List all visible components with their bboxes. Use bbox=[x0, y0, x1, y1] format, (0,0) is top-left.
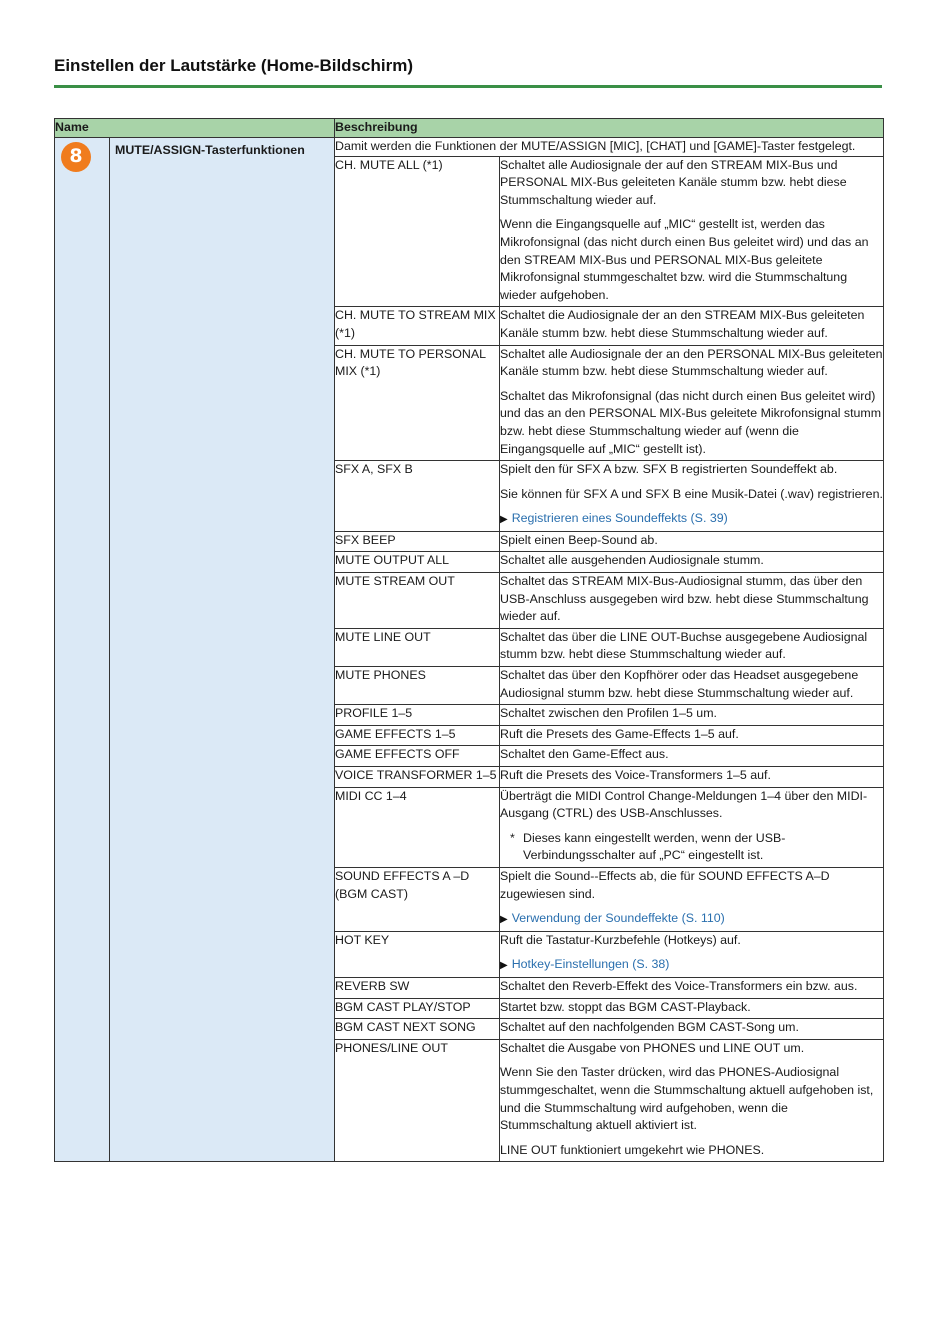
option-description bbox=[500, 461, 884, 532]
option-description bbox=[500, 767, 884, 788]
footnote-text: Dieses kann eingestellt werden, wenn der USB-Verbindungsschalter auf „PC“ eingestellt ist. bbox=[523, 830, 786, 863]
option-name: SOUND EFFECTS A –D (BGM CAST) bbox=[335, 867, 500, 931]
table-header-row bbox=[55, 119, 884, 138]
option-description bbox=[500, 307, 884, 345]
option-name: CH. MUTE TO PERSONAL MIX (*1) bbox=[335, 345, 500, 461]
option-description bbox=[500, 531, 884, 552]
option-description bbox=[500, 746, 884, 767]
description-paragraph: Schaltet alle Audiosignale der an den PERSONAL MIX-Bus geleiteten Kanäle stumm bzw. hebt diese Stummschaltung wieder auf. bbox=[500, 346, 883, 379]
footnote bbox=[500, 830, 883, 865]
option-description bbox=[500, 345, 884, 461]
option-description bbox=[500, 628, 884, 666]
description-paragraph: Sie können für SFX A und SFX B eine Musik-Datei (.wav) registrieren. bbox=[500, 486, 883, 501]
function-intro: Damit werden die Funktionen der MUTE/ASSIGN [MIC], [CHAT] und [GAME]-Taster festgelegt. bbox=[335, 138, 884, 157]
option-description bbox=[500, 573, 884, 629]
arrow-right-icon: ▶ bbox=[500, 514, 508, 526]
option-name: BGM CAST NEXT SONG bbox=[335, 1019, 500, 1040]
description-paragraph: Startet bzw. stoppt das BGM CAST-Playback. bbox=[500, 999, 751, 1014]
reference-link[interactable]: Hotkey-Einstellungen (S. 38) bbox=[511, 957, 670, 972]
description-paragraph: Überträgt die MIDI Control Change-Meldungen 1–4 über den MIDI-Ausgang (CTRL) des USB-Anschlusses. bbox=[500, 788, 868, 821]
description-paragraph: Schaltet alle ausgehenden Audiosignale stumm. bbox=[500, 553, 764, 568]
settings-table bbox=[54, 118, 884, 1162]
arrow-right-icon: ▶ bbox=[500, 914, 508, 926]
option-description bbox=[500, 931, 884, 977]
option-description bbox=[500, 1039, 884, 1162]
option-name: REVERB SW bbox=[335, 977, 500, 998]
description-paragraph: Schaltet den Game-Effect aus. bbox=[500, 747, 669, 762]
option-name: MUTE OUTPUT ALL bbox=[335, 552, 500, 573]
option-name: MUTE STREAM OUT bbox=[335, 573, 500, 629]
description-paragraph: Schaltet das STREAM MIX-Bus-Audiosignal stumm, das über den USB-Anschluss ausgegeben wird bzw. hebt diese Stummschaltung wieder auf. bbox=[500, 574, 869, 624]
description-paragraph: Schaltet zwischen den Profilen 1–5 um. bbox=[500, 706, 717, 721]
option-description bbox=[500, 977, 884, 998]
reference-link-line bbox=[500, 910, 883, 929]
item-number-cell bbox=[55, 138, 110, 1162]
option-name: CH. MUTE TO STREAM MIX (*1) bbox=[335, 307, 500, 345]
function-name: MUTE/ASSIGN-Tasterfunktionen bbox=[115, 143, 305, 157]
description-paragraph: Ruft die Tastatur-Kurzbefehle (Hotkeys) auf. bbox=[500, 932, 741, 947]
option-name: VOICE TRANSFORMER 1–5 bbox=[335, 767, 500, 788]
option-name: SFX A, SFX B bbox=[335, 461, 500, 532]
page-heading: Einstellen der Lautstärke (Home-Bildschirm) bbox=[54, 56, 413, 75]
option-name: MUTE LINE OUT bbox=[335, 628, 500, 666]
description-paragraph: Spielt einen Beep-Sound ab. bbox=[500, 532, 658, 547]
option-name: GAME EFFECTS 1–5 bbox=[335, 725, 500, 746]
settings-table-body bbox=[55, 119, 884, 1162]
reference-link[interactable]: Verwendung der Soundeffekte (S. 110) bbox=[511, 911, 725, 926]
function-intro-row bbox=[55, 138, 884, 157]
option-description bbox=[500, 867, 884, 931]
description-paragraph: Schaltet den Reverb-Effekt des Voice-Transformers ein bzw. aus. bbox=[500, 978, 858, 993]
option-description bbox=[500, 552, 884, 573]
reference-link-line bbox=[500, 510, 883, 529]
item-number-badge: 8 bbox=[61, 142, 91, 172]
option-name: PHONES/LINE OUT bbox=[335, 1039, 500, 1162]
description-paragraph: Ruft die Presets des Voice-Transformers 1–5 auf. bbox=[500, 768, 771, 782]
option-description bbox=[500, 787, 884, 867]
option-name: BGM CAST PLAY/STOP bbox=[335, 998, 500, 1019]
description-paragraph: Spielt den für SFX A bzw. SFX B registrierten Soundeffekt ab. bbox=[500, 462, 838, 477]
description-paragraph: Schaltet alle Audiosignale der auf den STREAM MIX-Bus und PERSONAL MIX-Bus geleiteten Kanäle stumm bzw. hebt diese Stummschaltung wieder auf. bbox=[500, 157, 847, 207]
description-paragraph: Schaltet auf den nachfolgenden BGM CAST-Song um. bbox=[500, 1020, 799, 1035]
option-name: MUTE PHONES bbox=[335, 667, 500, 705]
arrow-right-icon: ▶ bbox=[500, 960, 508, 972]
option-name: GAME EFFECTS OFF bbox=[335, 746, 500, 767]
description-paragraph: Schaltet die Audiosignale der an den STREAM MIX-Bus geleiteten Kanäle stumm bzw. hebt diese Stummschaltung wieder auf. bbox=[500, 308, 865, 340]
footnote-marker: * bbox=[510, 830, 515, 845]
option-name: HOT KEY bbox=[335, 931, 500, 977]
description-paragraph: LINE OUT funktioniert umgekehrt wie PHONES. bbox=[500, 1142, 765, 1157]
option-description bbox=[500, 667, 884, 705]
option-name: PROFILE 1–5 bbox=[335, 705, 500, 726]
option-description bbox=[500, 1019, 884, 1040]
option-description bbox=[500, 156, 884, 307]
description-paragraph: Ruft die Presets des Game-Effects 1–5 auf. bbox=[500, 726, 739, 741]
option-name: SFX BEEP bbox=[335, 531, 500, 552]
function-name-cell bbox=[110, 138, 335, 1162]
option-name: MIDI CC 1–4 bbox=[335, 787, 500, 867]
description-paragraph: Spielt die Sound--Effects ab, die für SOUND EFFECTS A–D zugewiesen sind. bbox=[500, 868, 830, 901]
heading-rule bbox=[54, 85, 882, 88]
option-name: CH. MUTE ALL (*1) bbox=[335, 156, 500, 307]
description-paragraph: Wenn Sie den Taster drücken, wird das PHONES-Audiosignal stummgeschaltet, wenn die Stummschaltung aktuell aufgehoben ist, und die Stummschaltung wird aufgehoben, wenn die Stummschaltung aktuell aktiviert ist. bbox=[500, 1065, 874, 1133]
description-paragraph: Wenn die Eingangsquelle auf „MIC“ gestellt ist, werden das Mikrofonsignal (das nicht durch einen Bus geleitet wird) und das an den STREAM MIX-Bus und PERSONAL MIX-Bus geleitete Mikrofonsignal stummgeschaltet bzw. wird die Stummschaltung wieder aufgehoben. bbox=[500, 217, 869, 302]
option-description bbox=[500, 705, 884, 726]
column-header-name: Name bbox=[55, 119, 335, 138]
column-header-description: Beschreibung bbox=[335, 119, 884, 138]
description-paragraph: Schaltet das über die LINE OUT-Buchse ausgegebene Audiosignal stumm bzw. hebt diese Stummschaltung wieder auf. bbox=[500, 629, 868, 662]
description-paragraph: Schaltet das über den Kopfhörer oder das Headset ausgegebene Audiosignal stumm bzw. hebt diese Stummschaltung wieder auf. bbox=[500, 668, 859, 700]
option-description bbox=[500, 998, 884, 1019]
reference-link[interactable]: Registrieren eines Soundeffekts (S. 39) bbox=[511, 511, 728, 526]
description-paragraph: Schaltet das Mikrofonsignal (das nicht durch einen Bus geleitet wird) und das an den PERSONAL MIX-Bus geleitete Mikrofonsignal stumm bzw. hebt diese Stummschaltung wieder auf (wenn die Eingangsquelle auf „MIC“ gestellt ist). bbox=[500, 388, 882, 456]
description-paragraph: Schaltet die Ausgabe von PHONES und LINE OUT um. bbox=[500, 1040, 805, 1055]
reference-link-line bbox=[500, 956, 883, 975]
option-description bbox=[500, 725, 884, 746]
